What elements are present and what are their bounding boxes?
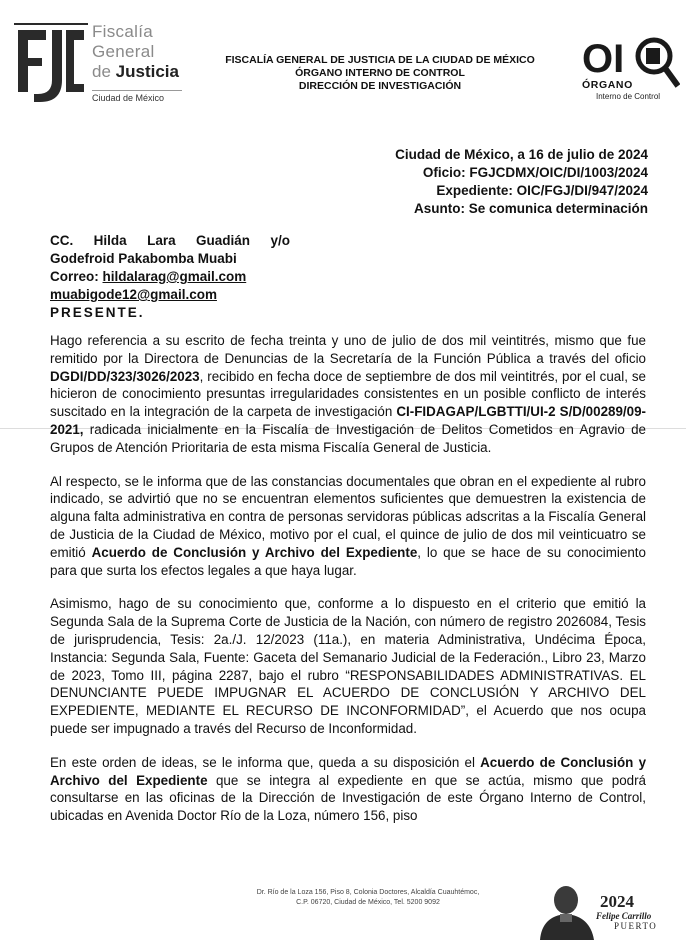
p1-carpeta-ref: CI-FIDAGAP/LGBTTI/UI-2 S/D/00289/09-2021, xyxy=(50,404,646,437)
addressee-block xyxy=(50,232,290,322)
p1-oficio-ref: DGDI/DD/323/3026/2023 xyxy=(50,368,200,384)
presente: PRESENTE. xyxy=(50,305,145,320)
footer-address-line-2: C.P. 06720, Ciudad de México, Tel. 5200 9092 xyxy=(296,899,440,906)
p1-text-a: Hago referencia a su escrito de fecha treinta y uno de julio de dos mil veintitrés, mismo que fue remitido por la Directora de Denuncias de la Secretaría de la Función Pública a través del oficio xyxy=(50,333,646,366)
addressee-line-1: CC. Hilda Lara Guadián y/o xyxy=(50,233,290,248)
addressee-line-2: Godefroid Pakabomba Muabi xyxy=(50,251,237,266)
correo-label: Correo: xyxy=(50,269,103,284)
email-link-2[interactable]: muabigode12@gmail.com xyxy=(50,287,217,302)
fgj-logo-icon xyxy=(12,20,90,104)
p4-acuerdo-ref: Acuerdo de Conclusión y Archivo del Expediente xyxy=(50,754,647,788)
place-date: Ciudad de México, a 16 de julio de 2024 xyxy=(395,147,648,162)
paragraph-3: Asimismo, hago de su conocimiento que, conforme a lo dispuesto en el criterio que emitió la Segunda Sala de la Suprema Corte de Justicia de la Nación, con número de registro 2026084, Tesis de jurisprudencia, Tesis: 2a./J. 12/2023 (11a.), en materia Administrativa, Undécima Época, Instancia: Segunda Sala, Fuente: Gaceta del Semanario Judicial de la Federación., Libro 23, Marzo de 2023, Tomo III, página 2287, bajo el rubro “RESPONSABILIDADES ADMINISTRATIVAS. EL DENUNCIANTE PUEDE IMPUGNAR EL ACUERDO DE CONCLUSIÓN Y ARCHIVO DEL EXPEDIENTE, MEDIANTE EL RECURSO DE INCONFORMIDAD”, el Acuerdo que nos ocupa puede ser impugnado a través del Recurso de Inconformidad. xyxy=(50,596,646,736)
document-meta xyxy=(395,146,648,218)
fgj-wordmark xyxy=(92,22,182,103)
logo-justicia: Justicia xyxy=(115,62,179,81)
expediente-number: Expediente: OIC/FGJ/DI/947/2024 xyxy=(436,183,648,198)
p1-text-e: radicada inicialmente en la Fiscalía de Investigación de Delitos Cometidos en Agravio de Grupos de Atención Prioritaria de esta misma Fiscalía General de Justicia. xyxy=(50,421,646,455)
p2-text-c: , lo que se hace de su conocimiento para que surta los efectos legales a que haya lugar. xyxy=(50,544,646,578)
footer-address xyxy=(218,888,518,908)
p2-acuerdo-ref: Acuerdo de Conclusión y Archivo del Expediente xyxy=(91,544,418,560)
footer-puerto: PUERTO xyxy=(614,921,658,931)
footer-name: Felipe Carrillo xyxy=(596,911,652,921)
svg-text:OI: OI xyxy=(582,37,625,81)
footer-address-line-1: Dr. Río de la Loza 156, Piso 8, Colonia Doctores, Alcaldía Cuauhtémoc, xyxy=(256,889,480,896)
p1-text-c: , recibido en fecha doce de septiembre de dos mil veintitrés, por el cual, se hicieron de conocimiento presuntas irregularidades consistentes en un posible conflicto de interés suscitado en la integración de la carpeta de investigación xyxy=(50,368,646,420)
oic-sublabel: Interno de Control xyxy=(596,92,661,101)
paragraph-4 xyxy=(50,754,646,825)
oic-label: ÓRGANO xyxy=(582,79,633,91)
header-title-line-3: DIRECCIÓN DE INVESTIGACIÓN xyxy=(298,80,462,92)
oficio-number: Oficio: FGJCDMX/OIC/DI/1003/2024 xyxy=(422,165,648,180)
logo-line-general: General xyxy=(92,42,155,61)
email-link-1[interactable]: hildalarag@gmail.com xyxy=(102,269,247,284)
asunto: Asunto: Se comunica determinación xyxy=(413,201,648,216)
header-title-line-2: ÓRGANO INTERNO DE CONTROL xyxy=(295,67,465,79)
addressee-email-row xyxy=(50,268,290,286)
logo-city: Ciudad de México xyxy=(92,90,182,103)
p4-text-c: que se integra al expediente en que se actúa, mismo que podrá consultarse en las oficinas de la Dirección de Investigación de este Órgano Interno de Control, ubicadas en Avenida Doctor Río de la Loza, número 156, piso xyxy=(50,772,646,824)
logo-de: de xyxy=(92,62,111,81)
paragraph-1 xyxy=(50,332,646,457)
p4-text-a: En este orden de ideas, se le informa que, queda a su disposición el xyxy=(50,754,481,770)
header-title-line-1: FISCALÍA GENERAL DE JUSTICIA DE LA CIUDAD DE MÉXICO xyxy=(225,54,535,66)
p2-text-a: Al respecto, se le informa que de las constancias documentales que obran en el expediente al rubro indicado, se advirtió que no se encuentran elementos suficientes que demuestren la existencia de alguna falta administrativa en contra de personas servidoras públicas adscritas a la Fiscalía General de Justicia de la Ciudad de México, motivo por el cual, el quince de julio de dos mil veinticuatro se emitió xyxy=(50,473,646,560)
footer-year: 2024 xyxy=(600,892,634,911)
header-title xyxy=(195,54,565,93)
letter-body xyxy=(50,332,646,841)
logo-line-justicia xyxy=(92,62,182,82)
paragraph-2 xyxy=(50,473,646,580)
portrait-icon xyxy=(532,880,598,940)
logo-line-fiscalia: Fiscalía xyxy=(92,22,153,41)
